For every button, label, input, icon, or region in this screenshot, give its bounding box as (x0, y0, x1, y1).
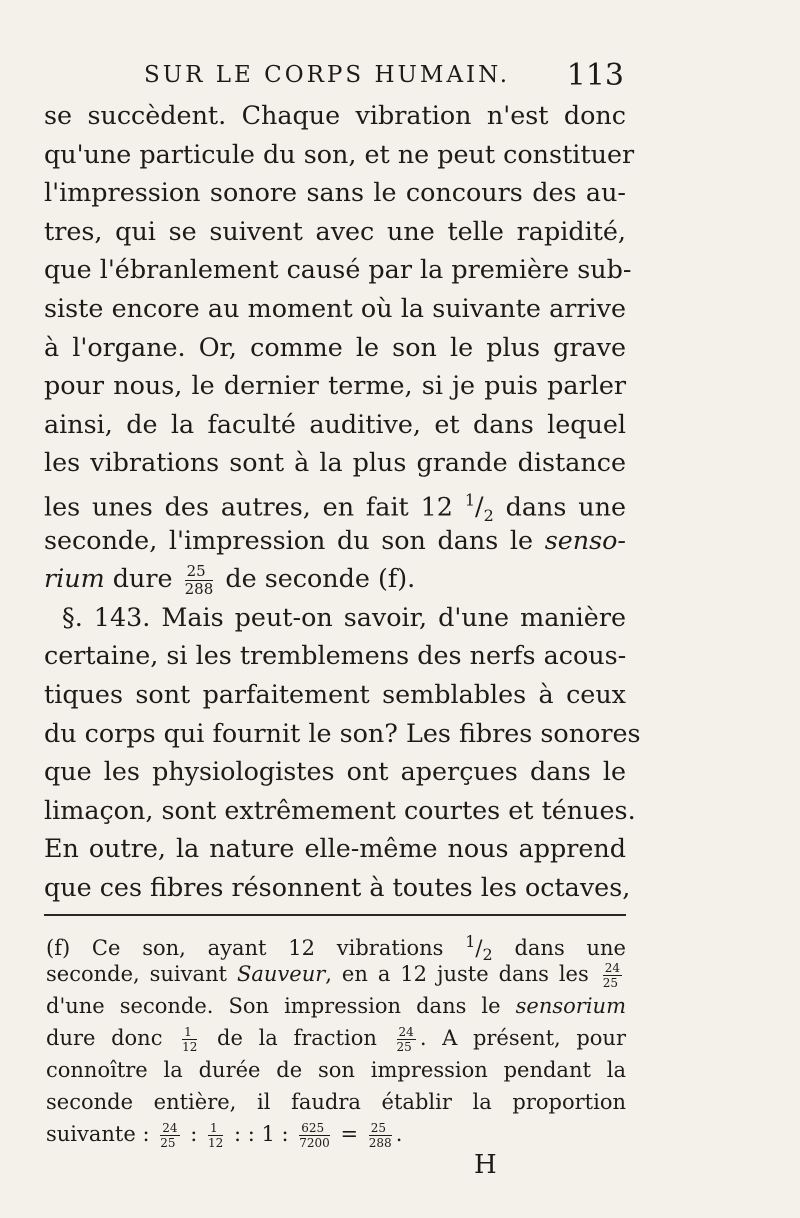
text-line: les vibrations sont à la plus grande distance (44, 447, 626, 478)
text-segment: d'une seconde. Son impression dans le (46, 994, 501, 1018)
text-segment: de seconde (f). (225, 563, 416, 594)
text-line: tiques sont parfaitement semblables à ceux (44, 678, 626, 709)
footnote-line (46, 958, 626, 990)
fraction-denominator: 288 (368, 1136, 392, 1150)
text-line: §. 143. Mais peut-on savoir, d'une manière (62, 601, 626, 632)
text-segment: = (340, 1122, 359, 1146)
text-segment: les unes des autres, en fait 12 (44, 491, 453, 522)
text-segment: seconde, l'impression du son dans le (44, 524, 534, 555)
half-fraction: $^1/_2$ (464, 490, 494, 526)
footnote-divider (44, 914, 626, 916)
half-fraction: $^1/_2$ (465, 932, 493, 965)
fraction (182, 1026, 197, 1053)
footnote-line (46, 990, 626, 1022)
text-segment: : : 1 : (233, 1122, 289, 1146)
text-segment: suivante : (46, 1122, 150, 1146)
fraction-numerator: 1 (182, 1026, 197, 1040)
italic-term: Sauveur (236, 962, 326, 986)
fraction (299, 1122, 330, 1149)
text-segment: de la fraction (217, 1026, 377, 1050)
running-head: SUR LE CORPS HUMAIN. (144, 62, 511, 88)
text-line (44, 559, 626, 598)
text-segment: , en a 12 juste dans les (325, 962, 589, 986)
italic-term: senso- (544, 524, 626, 555)
text-segment: . (395, 1122, 403, 1146)
text-line: En outre, la nature elle-même nous apprend (44, 833, 626, 864)
fraction-denominator: 12 (207, 1136, 224, 1150)
text-line: siste encore au moment où la suivante arrive (44, 292, 626, 323)
footnote-line (46, 1118, 626, 1150)
signature-mark: H (474, 1150, 497, 1180)
fraction-numerator: 24 (604, 961, 620, 975)
fraction-numerator: 625 (299, 1122, 330, 1136)
text-segment: dure donc (46, 1026, 163, 1050)
fraction (208, 1122, 223, 1149)
text-line: certaine, si les tremblemens des nerfs acous- (44, 640, 627, 671)
text-line (44, 521, 626, 560)
fraction-numerator: 24 (398, 1025, 414, 1039)
fraction (184, 561, 214, 598)
fraction-numerator: 1 (465, 932, 476, 951)
footnote (46, 926, 626, 1150)
text-line: se succèdent. Chaque vibration n'est donc (44, 100, 626, 130)
footnote-line (46, 926, 626, 965)
footnote-line: seconde entière, il faudra établir la proportion (46, 1090, 626, 1114)
text-line: ainsi, de la faculté auditive, et dans lequel (44, 408, 626, 439)
fraction (369, 1122, 392, 1149)
text-segment: seconde, suivant (46, 962, 228, 986)
fraction-denominator: 2 (483, 506, 494, 526)
main-text (44, 96, 641, 906)
fraction (160, 1122, 179, 1149)
text-line: tres, qui se suivent avec une telle rapidité, (44, 215, 626, 246)
fraction-numerator: 25 (369, 1122, 392, 1136)
text-segment: dans une (514, 936, 626, 960)
italic-term: rium (44, 563, 105, 594)
page-number: 113 (566, 58, 624, 93)
text-line: que ces fibres résonnent à toutes les octaves, (44, 871, 631, 902)
text-line: du corps qui fournit le son? Les fibres sonores (44, 717, 641, 748)
text-line: que l'ébranlement causé par la première sub- (44, 254, 632, 285)
italic-term: sensorium (515, 994, 626, 1018)
text-line: l'impression sonore sans le concours des au- (44, 177, 626, 208)
text-segment: . A présent, pour (419, 1026, 626, 1050)
fraction-denominator: 25 (160, 1136, 176, 1150)
text-line: que les physiologistes ont aperçues dans le (44, 756, 626, 787)
text-line (44, 482, 627, 526)
text-line: limaçon, sont extrêmement courtes et ténues. (44, 794, 636, 825)
text-segment: dans une (505, 491, 627, 522)
text-segment: : (190, 1122, 198, 1146)
fraction (603, 962, 622, 989)
text-line: qu'une particule du son, et ne peut constituer (44, 138, 635, 169)
fraction-numerator: 1 (208, 1122, 223, 1136)
fraction-numerator: 24 (162, 1121, 178, 1135)
fraction-denominator: 288 (184, 579, 214, 598)
fraction-denominator: 2 (482, 945, 493, 965)
fraction-denominator: 25 (396, 1040, 412, 1054)
fraction-numerator: 1 (464, 490, 476, 510)
text-line: à l'organe. Or, comme le son le plus grave (44, 331, 626, 362)
text-segment: dure (112, 563, 173, 594)
fraction-denominator: 12 (182, 1040, 198, 1054)
text-segment: (f) Ce son, ayant 12 vibrations (46, 936, 444, 960)
page-header (44, 58, 624, 94)
text-line: pour nous, le dernier terme, si je puis parler (44, 370, 626, 401)
footnote-line: connoître la durée de son impression pendant la (46, 1058, 626, 1082)
fraction-numerator: 25 (185, 564, 214, 581)
fraction-denominator: 7200 (299, 1136, 330, 1150)
fraction (397, 1026, 416, 1053)
footnote-line (46, 1022, 626, 1054)
fraction-denominator: 25 (602, 976, 618, 990)
